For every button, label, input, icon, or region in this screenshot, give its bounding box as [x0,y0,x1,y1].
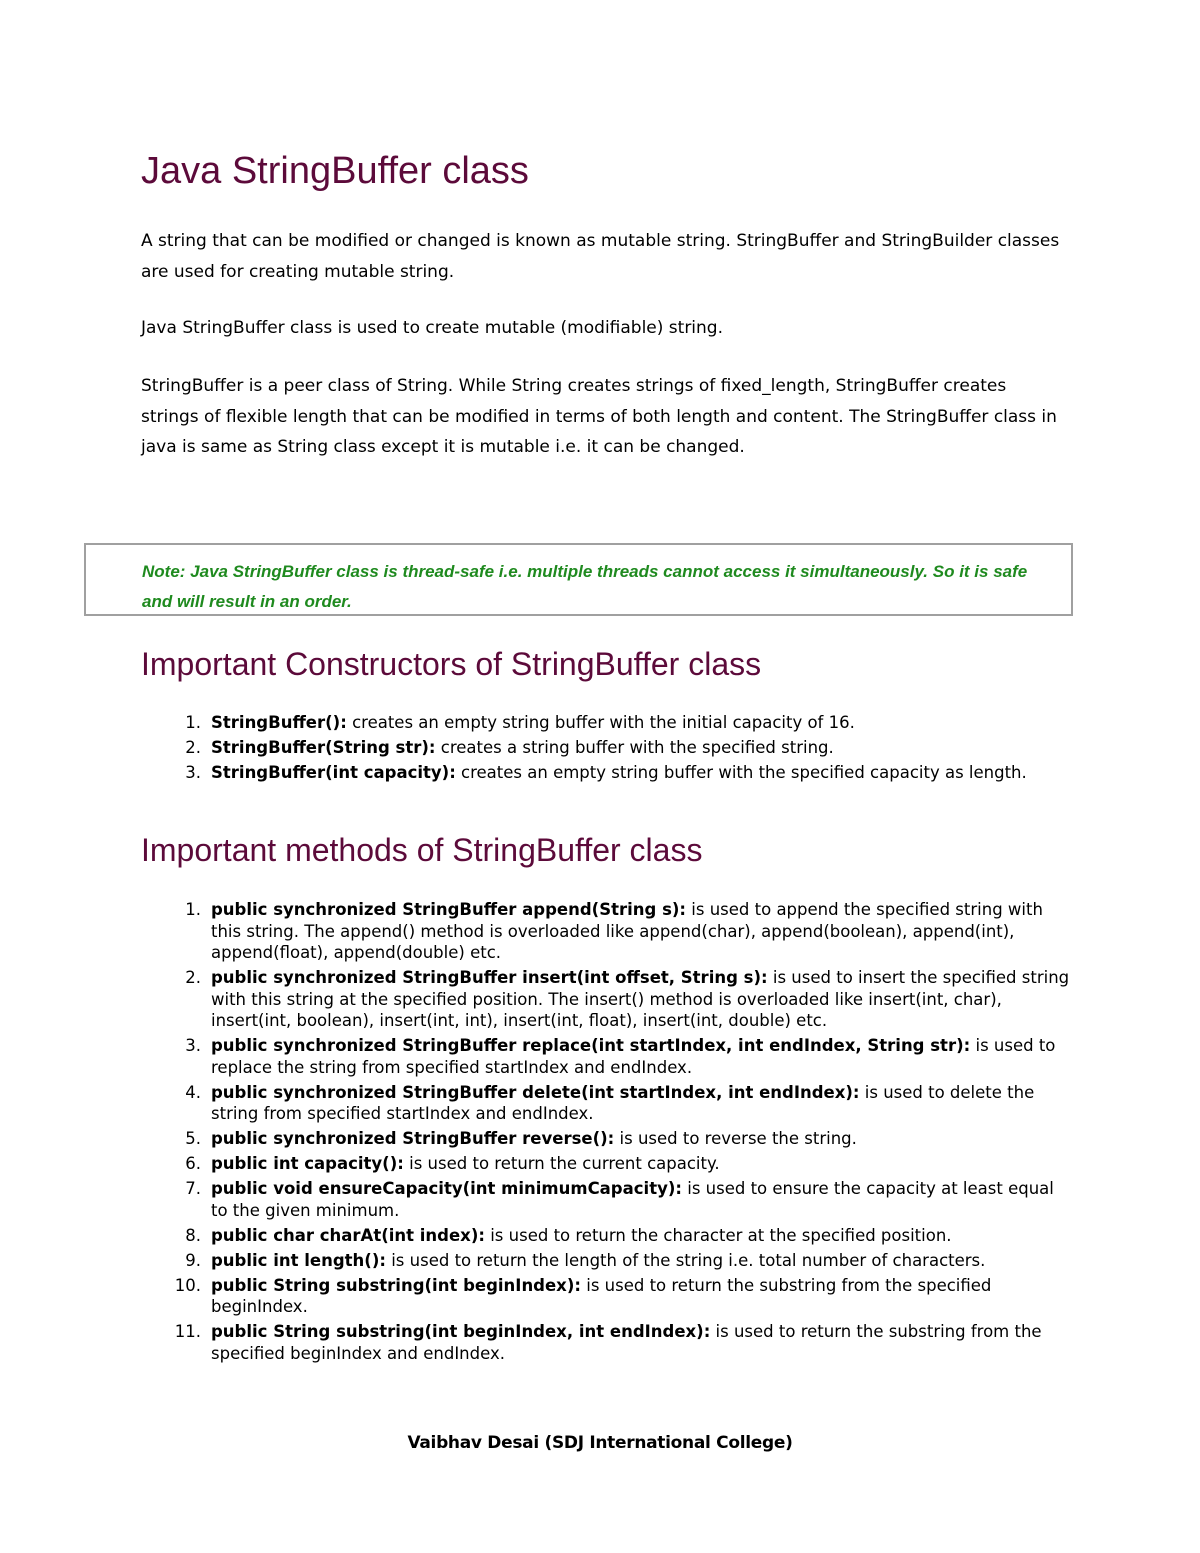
item-description: is used to return the substring from the specified beginIndex and endIndex. [211,1322,1042,1363]
item-number: 10. [174,1275,201,1295]
page-footer: Vaibhav Desai (SDJ International College) [407,1433,793,1453]
item-description: creates an empty string buffer with the initial capacity of 16. [346,713,855,732]
item-signature: public synchronized StringBuffer replace(int startIndex, int endIndex, String str): [211,1036,971,1055]
item-description: is used to reverse the string. [614,1129,857,1148]
item-description: creates an empty string buffer with the specified capacity as length. [455,763,1027,782]
item-signature: public synchronized StringBuffer delete(int startIndex, int endIndex): [211,1082,860,1102]
note-text: Note: Java StringBuffer class is thread-safe i.e. multiple threads cannot access it simultaneously. So it is safe and will result in an order. [142,562,1028,611]
list-item [185,1178,1071,1221]
item-description: is used to replace the string from specified startIndex and endIndex. [211,1036,1056,1077]
item-signature: public synchronized StringBuffer append(String s): [211,900,687,919]
item-number: 1. [185,713,201,732]
item-number: 7. [185,1179,201,1198]
item-signature: public char charAt(int index): [211,1225,485,1245]
definition-paragraph: Java StringBuffer class is used to create mutable (modifiable) string. [141,318,724,338]
item-number: 6. [185,1154,201,1173]
list-item [174,1275,1071,1318]
list-item [185,1128,1071,1150]
list-item [185,967,1071,1032]
item-description: is used to insert the specified string with this string at the specified position. The insert() method is overloaded like insert(int, char), insert(int, boolean), insert(int, int), insert(int, float), insert(int, double) etc. [211,968,1070,1030]
item-number: 11. [174,1322,201,1341]
constructors-list [185,712,1071,787]
intro-paragraph: A string that can be modified or changed is known as mutable string. StringBuffer and StringBuilder classes are used for creating mutable string. [141,231,1060,282]
list-item [185,1250,1071,1272]
list-item [185,1225,1071,1247]
item-signature: StringBuffer(int capacity): [211,763,456,782]
item-signature: StringBuffer(): [211,713,347,732]
item-number: 8. [185,1225,201,1245]
item-signature: public synchronized StringBuffer insert(int offset, String s): [211,968,768,987]
item-signature: public String substring(int beginIndex): [211,1275,581,1295]
description-paragraph: StringBuffer is a peer class of String. While String creates strings of fixed_length, StringBuffer creates strings of flexible length that can be modified in terms of both length and content. The StringBuffer class in java is same as String class except it is mutable i.e. it can be changed. [141,376,1057,457]
page-title: Java StringBuffer class [141,150,529,192]
item-description: creates a string buffer with the specified string. [435,738,834,757]
list-item [185,899,1071,964]
list-item [185,762,1071,784]
item-number: 4. [185,1082,201,1102]
item-signature: public synchronized StringBuffer reverse(): [211,1129,615,1148]
list-item [174,1321,1071,1364]
item-number: 3. [185,1036,201,1055]
item-signature: public int length(): [211,1250,386,1270]
item-number: 1. [185,900,201,919]
item-description: is used to ensure the capacity at least equal to the given minimum. [211,1179,1054,1220]
item-number: 2. [185,738,201,757]
item-signature: public void ensureCapacity(int minimumCapacity): [211,1179,682,1198]
item-description: is used to append the specified string with this string. The append() method is overloaded like append(char), append(boolean), append(int), append(float), append(double) etc. [211,900,1043,962]
methods-list [174,899,1071,1368]
item-signature: public int capacity(): [211,1154,404,1173]
list-item [185,1082,1071,1125]
list-item [185,1035,1071,1078]
item-description: is used to return the character at the specified position. [484,1225,952,1245]
item-signature: public String substring(int beginIndex, int endIndex): [211,1322,711,1341]
item-signature: StringBuffer(String str): [211,738,436,757]
item-description: is used to return the length of the string i.e. total number of characters. [385,1250,986,1270]
list-item [185,712,1071,734]
item-number: 2. [185,968,201,987]
item-number: 3. [185,763,201,782]
item-description: is used to return the substring from the specified beginIndex. [211,1275,992,1316]
item-number: 5. [185,1129,201,1148]
note-box [84,543,1073,616]
item-number: 9. [185,1250,201,1270]
item-description: is used to delete the string from specified startIndex and endIndex. [211,1082,1035,1123]
item-description: is used to return the current capacity. [403,1154,720,1173]
list-item [185,1153,1071,1175]
methods-heading: Important methods of StringBuffer class [141,832,703,868]
constructors-heading: Important Constructors of StringBuffer class [141,646,762,682]
list-item [185,737,1071,759]
